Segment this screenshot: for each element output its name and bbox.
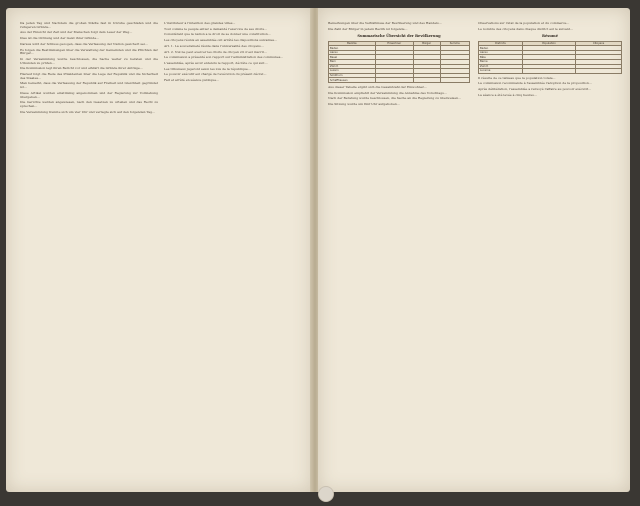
paragraph: Nach der Beratung wurde beschlossen, die Sache an die Regierung zu überweisen... [328,96,462,101]
paragraph: Die Gerichte werden angewiesen, nach den Gesetzen zu urteilen und das Recht zu sprechen... [20,100,158,108]
table-row [479,69,622,74]
table-row [329,78,470,83]
paragraph: Daraus wird der Schluss gezogen, dass die Verfassung der Nation gesichert sei... [20,41,148,46]
paragraph: Bemerkungen über die Verhältnisse der Bevölkerung und des Handels... [328,22,442,25]
paragraph: Il résulte de ce tableau que la population totale... [478,75,556,80]
paragraph: Après délibération, l'assemblée a renvoyé l'affaire au pouvoir exécutif... [478,87,591,92]
paragraph: Man bemerkt, dass die Verfassung der Republik auf Freiheit und Gleichheit gegründet ist... [20,81,158,90]
table-cell: Aarau [329,50,376,55]
table-header-cell: Einwohner [375,41,413,46]
paragraph: Les tribunaux jugeront selon les lois de la république... [164,66,251,71]
table-cell: Schaffhausen [329,78,376,83]
table-cell: Zurich [479,64,523,69]
table-cell: Luzern [329,69,376,74]
left-col-german [20,22,158,480]
table-cell [522,69,575,74]
population-table-french [478,41,622,74]
paragraph: Art. 2. Nul ne peut exercer les droits de citoyen s'il n'est inscrit... [164,49,267,54]
table-cell: Bern [329,59,376,64]
table-cell: Berne [479,59,523,64]
paragraph: Die Sitzung wurde um fünf Uhr aufgehoben... [328,102,400,107]
paragraph: Dies ist die Ordnung und der Geist ihrer Gründe... [20,36,100,41]
table-cell: Solothurn [329,73,376,78]
paragraph: Considérant que la nation a le droit de se donner une constitution... [164,32,271,37]
right-col-french [478,22,622,480]
paragraph: L'assemblée, après avoir entendu le rapport, décrète ce qui suit... [164,60,268,65]
left-col-french [164,22,302,480]
paragraph: Diese Artikel wurden einstimmig angenommen und der Regierung zur Vollziehung übergeben... [20,90,158,99]
paragraph: Les citoyens réunis en assemblée ont arrêté les dispositions suivantes... [164,38,278,43]
table-cell: Basel [329,55,376,60]
table-header-cell: Districts [479,41,523,46]
paragraph: Art. 1. La souveraineté réside dans l'universalité des citoyens... [164,43,264,48]
table-header-cell: Citoyens [576,41,622,46]
table-cell: Baden [329,46,376,51]
paragraph: Es folgen die Bestimmungen über die Verwaltung der Gemeinden und die Pflichten der Bürger... [20,47,158,56]
right-page [318,8,630,492]
paragraph: Aus dieser Tabelle ergibt sich die Gesamtzahl der Einwohner... [328,84,427,89]
paragraph: Die Zahl der Bürger in jedem Bezirk ist folgende... [328,26,408,31]
paragraph: Le nombre des citoyens dans chaque district est le suivant... [478,26,574,31]
paragraph: Aus der Einsicht der Zeit und der Menschen folgt dem Leser der Weg... [20,30,133,35]
paragraph: L'instituteur à l'intention des grandes villes... [164,22,236,25]
paragraph: In der Versammlung wurde beschlossen, die Sache weiter zu beraten und die Urkunden zu prüfen... [20,56,158,65]
paragraph: La séance a été levée à cinq heures... [478,92,537,97]
table-cell: Aarau [479,50,523,55]
paragraph: La commission recommande à l'assemblée l'adoption de la proposition... [478,81,592,86]
paragraph: Observations sur l'état de la population et du commerce... [478,22,570,25]
table-header-cell: Bezirke [329,41,376,46]
paragraph: Die Kommission legt ihren Bericht vor und erklärt die Gründe ihrer Anträge... [20,66,143,71]
paragraph: Tout comme le peuple entier a demandé l'exercice de ses droits... [164,26,267,31]
library-stamp [318,486,334,502]
table-cell: Lucerne [479,69,523,74]
table1-title: Summarische Übersicht der Bevölkerung [357,34,441,39]
table-header-cell: Bürger [413,41,440,46]
population-table-german [328,41,470,83]
paragraph: Die Kommission empfiehlt der Versammlung die Annahme des Vorschlags... [328,90,447,95]
paragraph: Fait et arrêté en séance publique... [164,78,220,83]
paragraph: Die Versammlung trennte sich um vier Uhr und vertagte sich auf den folgenden Tag... [20,109,156,114]
table-cell: Bâle [479,55,523,60]
paragraph: Hierauf folgt die Rede des Präsidenten über die Lage der Republik und die Sicherheit des Staates... [20,72,158,80]
table-header-cell: Summe [440,41,470,46]
table-cell: Zürich [329,64,376,69]
table-cell [413,78,440,83]
paragraph: Da jeden Tag und Nachdem die großen Städte fast in Unruhe geschlafen und die ruhigeren Gründe... [20,22,158,29]
left-page [6,8,312,492]
table2-title: Résumé [542,34,558,39]
paragraph: Le pouvoir exécutif est chargé de l'exécution du présent décret... [164,72,267,77]
paragraph: La commission a présenté son rapport sur l'administration des communes... [164,55,284,60]
table-header-cell: Population [522,41,575,46]
table-cell: Baden [479,46,523,51]
right-col-german [328,22,470,480]
table-cell [440,78,470,83]
table-cell [375,78,413,83]
table-cell [576,69,622,74]
